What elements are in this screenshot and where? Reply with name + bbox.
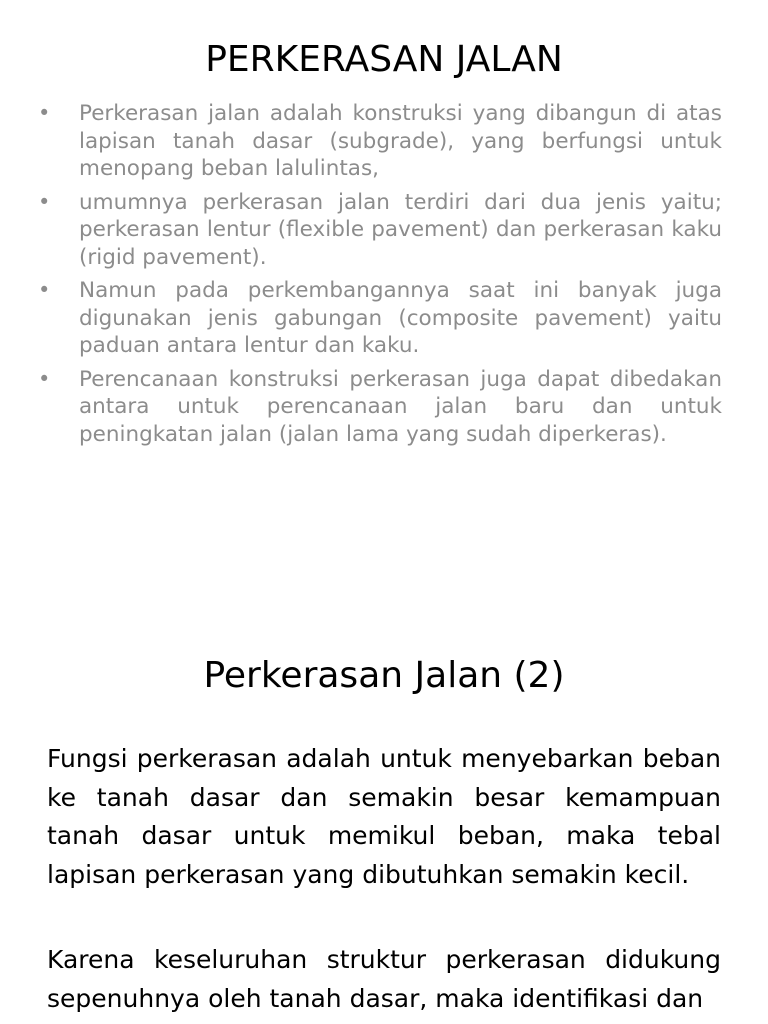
body-paragraph: Karena keseluruhan struktur perkerasan didukung sepenuhnya oleh tanah dasar, maka identifikasi dan <box>47 945 721 1013</box>
bullet-list <box>38 100 722 454</box>
body-paragraph: Fungsi perkerasan adalah untuk menyebarkan beban ke tanah dasar dan semakin besar kemampuan tanah dasar untuk memikul beban, maka tebal lapisan perkerasan yang dibutuhkan semakin kecil. <box>47 744 721 889</box>
bullet-item <box>38 366 722 449</box>
bullet-dot-icon: • <box>38 189 51 214</box>
bullet-item <box>38 277 722 360</box>
slide-1-title: PERKERASAN JALAN <box>205 39 563 80</box>
bullet-text: Namun pada perkembangannya saat ini banyak juga digunakan jenis gabungan (composite pavement) yaitu paduan antara lentur dan kaku. <box>79 278 722 358</box>
bullet-text: umumnya perkerasan jalan terdiri dari dua jenis yaitu; perkerasan lentur (flexible pavement) dan perkerasan kaku (rigid pavement). <box>79 189 722 270</box>
bullet-item <box>38 189 722 272</box>
bullet-dot-icon: • <box>38 101 51 125</box>
bullet-text: Perencanaan konstruksi perkerasan juga dapat dibedakan antara untuk perencanaan jalan baru dan untuk peningkatan jalan (jalan lama yang sudah diperkeras). <box>79 366 722 447</box>
bullet-item <box>38 100 722 183</box>
bullet-dot-icon: • <box>38 278 51 302</box>
slide-2 <box>0 620 768 1024</box>
slide-2-title: Perkerasan Jalan (2) <box>203 655 565 696</box>
bullet-dot-icon: • <box>38 366 51 391</box>
bullet-text: Perkerasan jalan adalah konstruksi yang dibangun di atas lapisan tanah dasar (subgrade), yang berfungsi untuk menopang beban lalulintas, <box>79 101 722 181</box>
